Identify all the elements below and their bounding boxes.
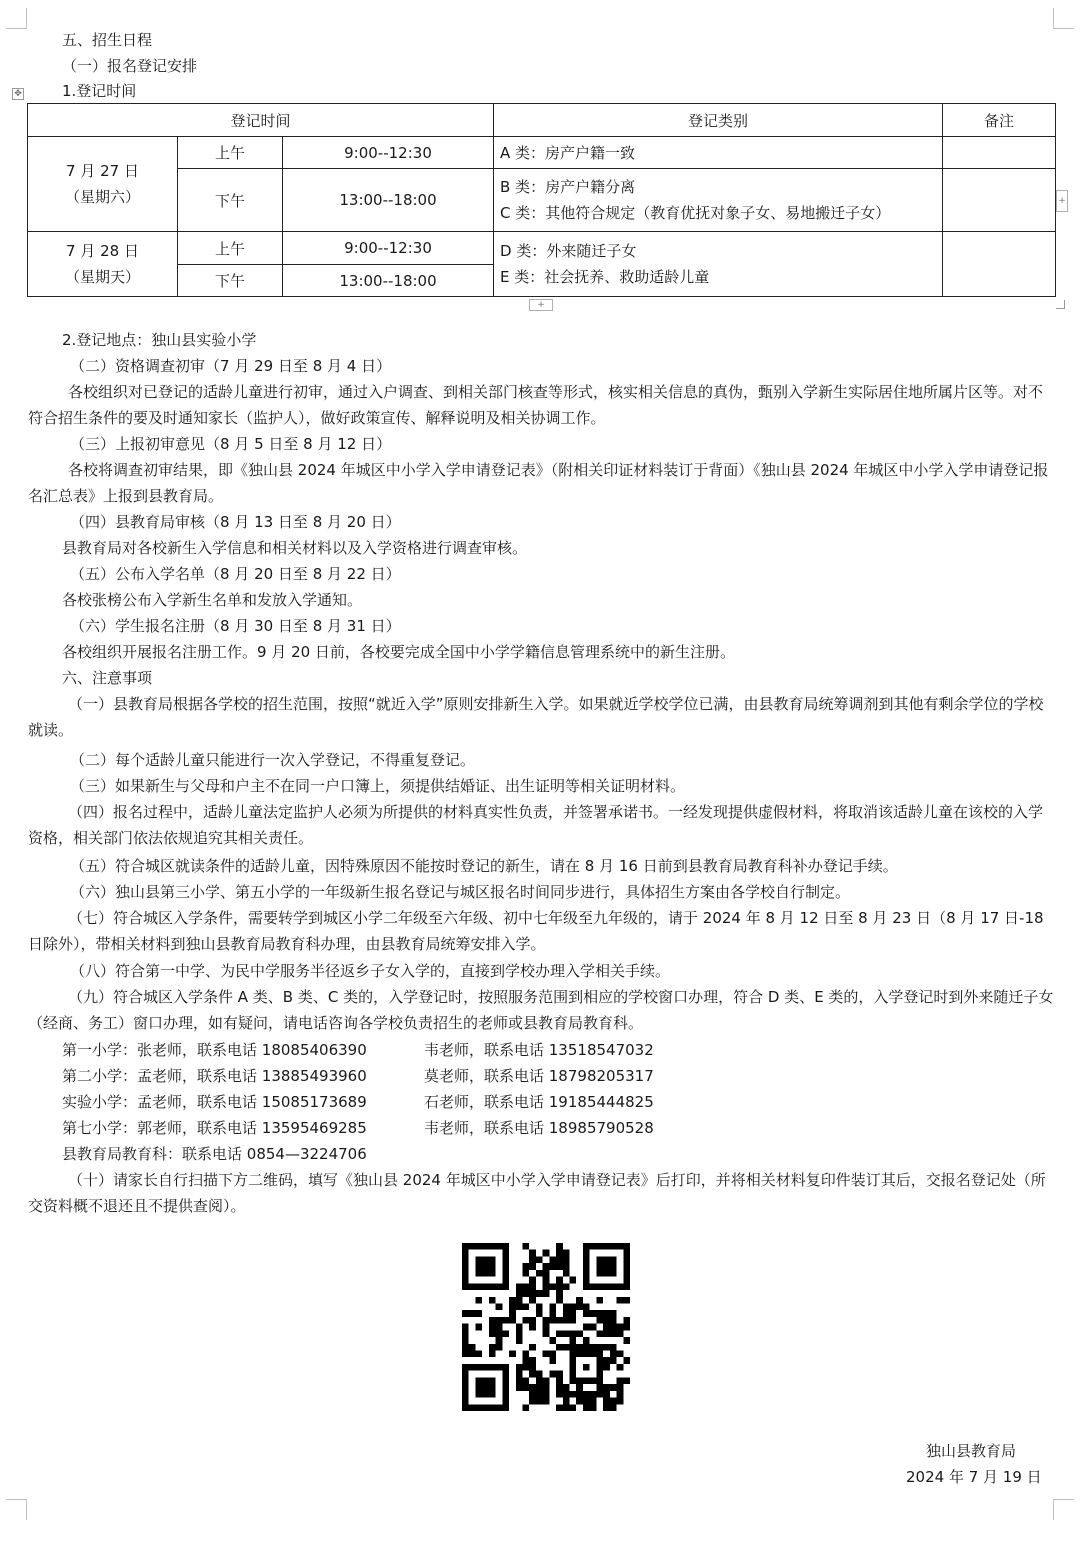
note-5: （五）符合城区就读条件的适龄儿童，因特殊原因不能按时登记的新生，请在 8 月 16 日前到县教育局教育科补办登记手续。 [70,857,898,875]
contact-school-2: 第二小学：孟老师，联系电话 13885493960 [62,1067,367,1085]
am-time: 9:00--12:30 [283,232,494,265]
remark-cell [943,232,1056,297]
note-7 [28,905,1054,957]
weekday-sat: （星期六） [64,188,140,206]
note-7-text: （七）符合城区入学条件，需要转学到城区小学二年级至六年级、初中七年级至九年级的，请于 2024 年 8 月 12 日至 8 月 23 日（8 月 17 日-18 日除外），带相关材料到独山县教育局教育科办理，由县教育局统筹安排入学。 [28,909,1044,953]
category-c: C 类：其他符合规定（教育优抚对象子女、易地搬迁子女） [500,204,891,222]
contact-school-1-alt: 韦老师，联系电话 13518547032 [424,1041,654,1059]
note-6: （六）独山县第三小学、第五小学的一年级新生报名登记与城区报名时间同步进行，具体招生方案由各学校自行制定。 [70,883,851,901]
note-1 [28,691,1054,743]
s4-body: 县教育局对各校新生入学信息和相关材料以及入学资格进行调查审核。 [62,539,528,557]
note-4 [28,799,1054,851]
s2-body [28,379,1054,431]
subsection-registration: （一）报名登记安排 [62,57,198,75]
note-4-text: （四）报名过程中，适龄儿童法定监护人必须为所提供的材料真实性负责，并签署承诺书。一经发现提供虚假材料，将取消该适龄儿童在该校的入学资格，相关部门依法依规追究其相关责任。 [28,803,1044,847]
contact-school-7-alt: 韦老师，联系电话 18985790528 [424,1119,654,1137]
qr-code-image [462,1243,630,1411]
registration-table [27,103,1056,297]
note-10 [28,1167,1054,1219]
pm-time: 13:00--18:00 [283,169,494,232]
crop-mark-bottom-right [1053,1499,1074,1520]
add-column-icon[interactable]: + [1056,190,1068,212]
contact-school-2-alt: 莫老师，联系电话 18798205317 [424,1067,654,1085]
add-row-icon[interactable]: + [529,299,553,311]
item-registration-time: 1.登记时间 [62,82,137,100]
contact-school-exp-alt: 石老师，联系电话 19185444825 [424,1093,654,1111]
s3-body [28,457,1054,509]
date-cell-27 [28,137,178,232]
crop-mark-top-right [1053,8,1074,29]
am-label: 上午 [178,137,283,169]
note-2: （二）每个适龄儿童只能进行一次入学登记，不得重复登记。 [70,751,476,769]
category-e: E 类：社会抚养、救助适龄儿童 [500,268,710,286]
s4-title: （四）县教育局审核（8 月 13 日至 8 月 20 日） [70,513,401,531]
date-27: 7 月 27 日 [66,162,139,180]
table-resize-handle-icon[interactable] [1056,300,1065,309]
crop-mark-top-left [6,8,27,29]
remark-cell [943,169,1056,232]
header-category: 登记类别 [494,104,943,137]
header-remark: 备注 [943,104,1056,137]
s6-title: （六）学生报名注册（8 月 30 日至 8 月 31 日） [70,617,401,635]
s2-title: （二）资格调查初审（7 月 29 日至 8 月 4 日） [70,357,392,375]
am-label: 上午 [178,232,283,265]
category-b: B 类：房产户籍分离 [500,178,636,196]
note-10-text: （十）请家长自行扫描下方二维码，填写《独山县 2024 年城区中小学入学申请登记表》后打印，并将相关材料复印件装订其后，交报名登记处（所交资料概不退还且不提供查阅）。 [28,1171,1046,1215]
category-de [494,232,943,297]
note-9 [28,984,1054,1036]
s3-title: （三）上报初审意见（8 月 5 日至 8 月 12 日） [70,435,392,453]
s6-body: 各校组织开展报名注册工作。9 月 20 日前，各校要完成全国中小学学籍信息管理系统中的新生注册。 [62,643,735,661]
contact-school-exp: 实验小学：孟老师，联系电话 15085173689 [62,1093,367,1111]
date-28: 7 月 28 日 [66,242,139,260]
category-bc [494,169,943,232]
note-1-text: （一）县教育局根据各学校的招生范围，按照“就近入学”原则安排新生入学。如果就近学校学位已满，由县教育局统筹调剂到其他有剩余学位的学校就读。 [28,695,1044,739]
weekday-sun: （星期天） [64,268,140,286]
s3-body-text: 各校将调查初审结果，即《独山县 2024 年城区中小学入学申请登记表》（附相关印证材料装订于背面）《独山县 2024 年城区中小学入学申请登记报名汇总表》上报到县教育局。 [28,461,1049,505]
note-8: （八）符合第一中学、为民中学服务半径返乡子女入学的，直接到学校办理入学相关手续。 [70,962,671,980]
pm-time: 13:00--18:00 [283,265,494,297]
section-heading-6: 六、注意事项 [62,669,153,687]
category-a: A 类：房产户籍一致 [494,137,943,169]
am-time: 9:00--12:30 [283,137,494,169]
crop-mark-bottom-left [6,1499,27,1520]
table-move-handle-icon[interactable]: ✥ [12,88,24,100]
registration-place: 2.登记地点：独山县实验小学 [62,331,257,349]
signature-date: 2024 年 7 月 19 日 [906,1468,1042,1486]
note-9-text: （九）符合城区入学条件 A 类、B 类、C 类的，入学登记时，按照服务范围到相应的学校窗口办理，符合 D 类、E 类的，入学登记时到外来随迁子女（经商、务工）窗口办理，如有疑问，请电话咨询各学校负责招生的老师或县教育局教育科。 [28,988,1054,1032]
category-d: D 类：外来随迁子女 [500,242,637,260]
pm-label: 下午 [178,169,283,232]
signature-issuer: 独山县教育局 [926,1442,1017,1460]
remark-cell [943,137,1056,169]
header-time: 登记时间 [28,104,494,137]
pm-label: 下午 [178,265,283,297]
section-heading-5: 五、招生日程 [62,31,153,49]
contact-bureau: 县教育局教育科：联系电话 0854—3224706 [62,1145,367,1163]
s5-body: 各校张榜公布入学新生名单和发放入学通知。 [62,591,363,609]
note-3: （三）如果新生与父母和户主不在同一户口簿上，须提供结婚证、出生证明等相关证明材料。 [70,777,686,795]
contact-school-7: 第七小学：郭老师，联系电话 13595469285 [62,1119,367,1137]
s5-title: （五）公布入学名单（8 月 20 日至 8 月 22 日） [70,565,401,583]
date-cell-28 [28,232,178,297]
s2-body-text: 各校组织对已登记的适龄儿童进行初审，通过入户调查、到相关部门核查等形式，核实相关信息的真伪，甄别入学新生实际居住地所属片区等。对不符合招生条件的要及时通知家长（监护人），做好政策宣传、解释说明及相关协调工作。 [28,383,1044,427]
contact-school-1: 第一小学：张老师，联系电话 18085406390 [62,1041,367,1059]
